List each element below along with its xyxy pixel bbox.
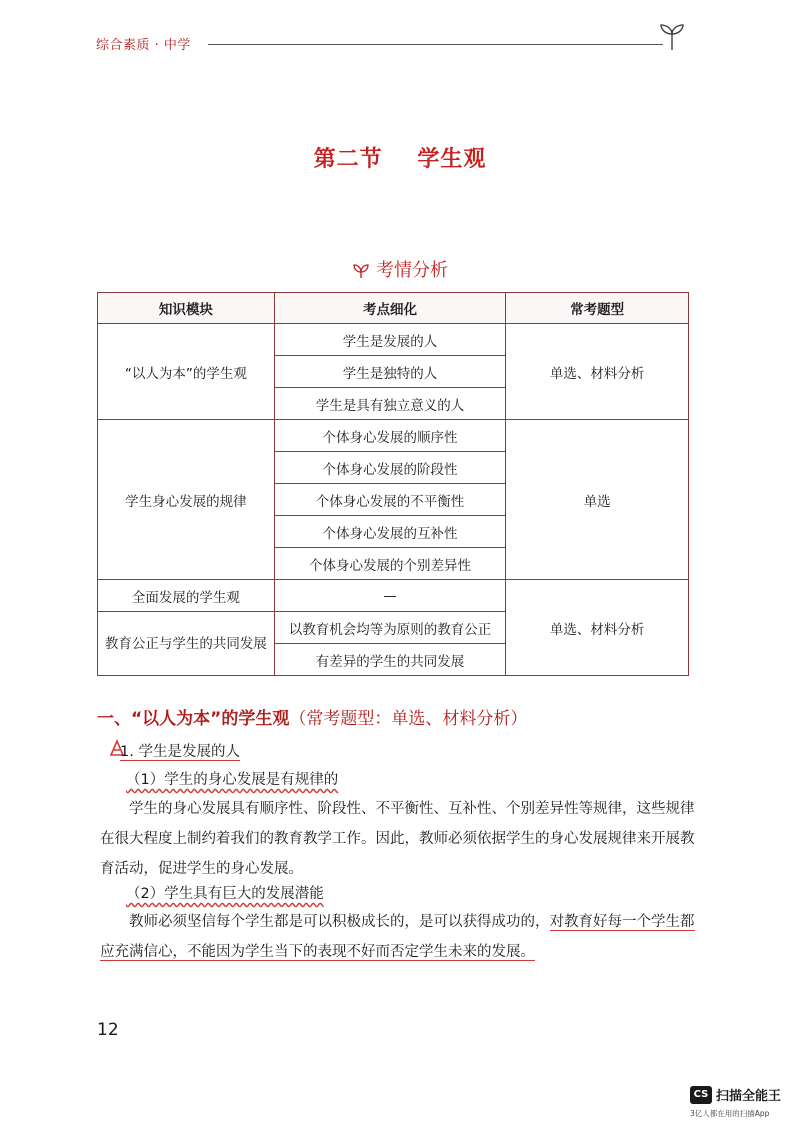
point-cell: 以教育机会均等为原则的教育公正 <box>274 612 506 644</box>
sub-title <box>0 256 800 282</box>
sprout-icon <box>655 22 689 52</box>
point-cell: — <box>274 580 506 612</box>
point-cell: 个体身心发展的互补性 <box>274 516 506 548</box>
module-cell: 学生身心发展的规律 <box>98 420 275 580</box>
heading-2 <box>120 740 240 761</box>
table-row <box>98 580 689 612</box>
point-cell: 个体身心发展的不平衡性 <box>274 484 506 516</box>
table-row <box>98 420 689 452</box>
point-cell: 学生是独特的人 <box>274 356 506 388</box>
leaf-icon <box>352 263 370 279</box>
heading-2-text: 1. 学生是发展的人 <box>120 744 240 760</box>
section-name: 学生观 <box>417 147 487 172</box>
item-1-body: 学生的身心发展具有顺序性、阶段性、不平衡性、互补性、个别差异性等规律，这些规律在很大程度上制约着我们的教育教学工作。因此，教师必须依据学生的身心发展规律来开展教育活动，促进学生的身心发展。 <box>100 801 695 877</box>
exam-analysis-table <box>97 292 689 676</box>
heading-1 <box>97 704 527 729</box>
scanner-name: 扫描全能王 <box>716 1089 782 1104</box>
header-rule <box>208 44 663 45</box>
module-cell: “以人为本”的学生观 <box>98 324 275 420</box>
type-cell: 单选 <box>506 420 689 580</box>
item-2-title <box>126 882 324 903</box>
section-title <box>0 142 800 173</box>
point-cell: 学生是发展的人 <box>274 324 506 356</box>
heading-1-text: 一、“以人为本”的学生观 <box>97 709 290 729</box>
type-cell: 单选、材料分析 <box>506 324 689 420</box>
point-cell: 学生是具有独立意义的人 <box>274 388 506 420</box>
page-number: 12 <box>97 1020 119 1040</box>
item-2-body-a: 教师必须坚信每个学生都是可以积极成长的，是可以获得成功的， <box>129 914 550 930</box>
scanner-logo: CS <box>690 1086 712 1104</box>
module-cell: 教育公正与学生的共同发展 <box>98 612 275 676</box>
scanner-tagline: 3亿人都在用的扫描App <box>690 1109 770 1118</box>
section-number: 第二节 <box>313 147 383 172</box>
col-header: 常考题型 <box>506 293 689 324</box>
point-cell: 有差异的学生的共同发展 <box>274 644 506 676</box>
heading-1-note: （常考题型：单选、材料分析） <box>289 709 528 729</box>
col-header: 知识模块 <box>98 293 275 324</box>
item-2-title-text: （2）学生具有巨大的发展潜能 <box>126 886 324 902</box>
col-header: 考点细化 <box>274 293 506 324</box>
item-1-title-text: （1）学生的身心发展是有规律的 <box>126 772 339 788</box>
point-cell: 个体身心发展的顺序性 <box>274 420 506 452</box>
point-cell: 个体身心发展的阶段性 <box>274 452 506 484</box>
item-2-body-b: 对教育好每一个学生都应充满信心，不能因为学生当下的表现不好而否定学生未来的发展。 <box>100 914 695 960</box>
point-cell: 个体身心发展的个别差异性 <box>274 548 506 580</box>
running-header: 综合素质 · 中学 <box>96 38 191 53</box>
scanner-badge <box>690 1085 781 1104</box>
item-1-title <box>126 768 338 789</box>
sub-title-text: 考情分析 <box>376 260 448 281</box>
type-cell: 单选、材料分析 <box>506 580 689 676</box>
table-row <box>98 324 689 356</box>
module-cell: 全面发展的学生观 <box>98 580 275 612</box>
item-2-body <box>100 907 695 967</box>
table-header-row <box>98 293 689 324</box>
